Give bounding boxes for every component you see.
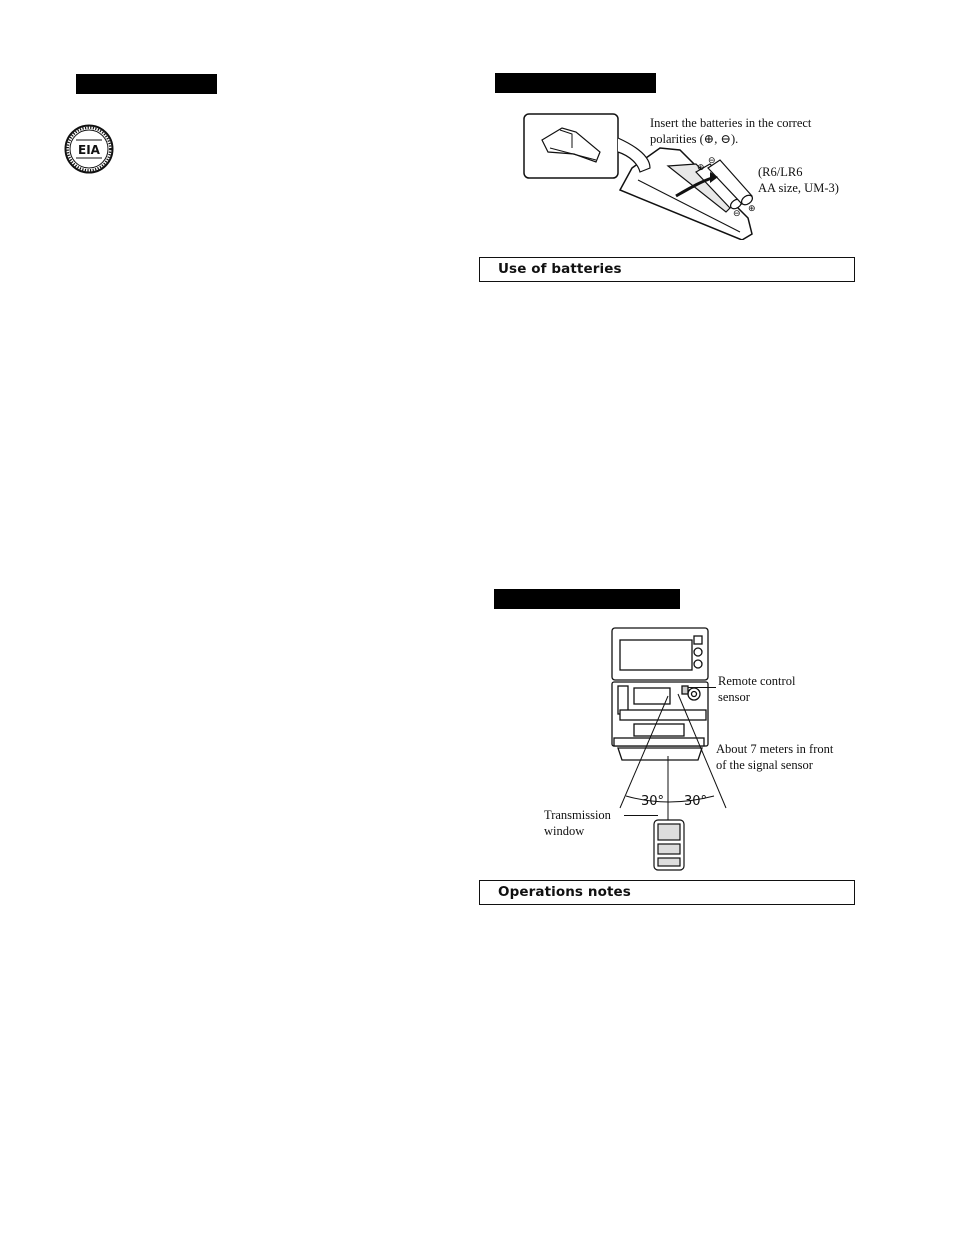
left-section-header-bar: [76, 74, 217, 94]
right-section-header-bar-2: [494, 589, 680, 609]
distance-label: [716, 741, 866, 773]
eia-logo-text: EIA: [78, 143, 100, 157]
use-of-batteries-heading: Use of batteries: [479, 257, 855, 282]
distance-line-2: of the signal sensor: [716, 758, 813, 772]
operations-notes-heading: Operations notes: [479, 880, 855, 905]
battery-type-text: [758, 164, 858, 196]
transmission-line-1: Transmission: [544, 808, 611, 822]
remote-sensor-line-1: Remote control: [718, 674, 796, 688]
remote-sensor-leader: [688, 687, 716, 688]
right-section-header-bar-1: [495, 73, 656, 93]
battery-instruction-line-2: polarities (⊕, ⊖).: [650, 132, 739, 146]
battery-type-line-1: (R6/LR6: [758, 165, 803, 179]
svg-text:⊖: ⊖: [733, 209, 741, 219]
remote-sensor-label: [718, 673, 838, 705]
transmission-leader: [624, 815, 658, 816]
angle-right-label: 30°: [684, 794, 708, 809]
svg-text:⊕: ⊕: [697, 163, 705, 173]
battery-instruction-line-1: Insert the batteries in the correct: [650, 116, 812, 130]
svg-text:⊕: ⊕: [748, 204, 756, 214]
angle-left-label: 30°: [641, 794, 665, 809]
battery-instruction-text: [650, 115, 850, 147]
remote-sensor-line-2: sensor: [718, 690, 750, 704]
battery-type-line-2: AA size, UM-3): [758, 181, 839, 195]
svg-text:⊖: ⊖: [708, 156, 716, 166]
transmission-window-label: [544, 807, 634, 839]
transmission-line-2: window: [544, 824, 585, 838]
distance-line-1: About 7 meters in front: [716, 742, 834, 756]
eia-seal-logo: [64, 124, 114, 174]
